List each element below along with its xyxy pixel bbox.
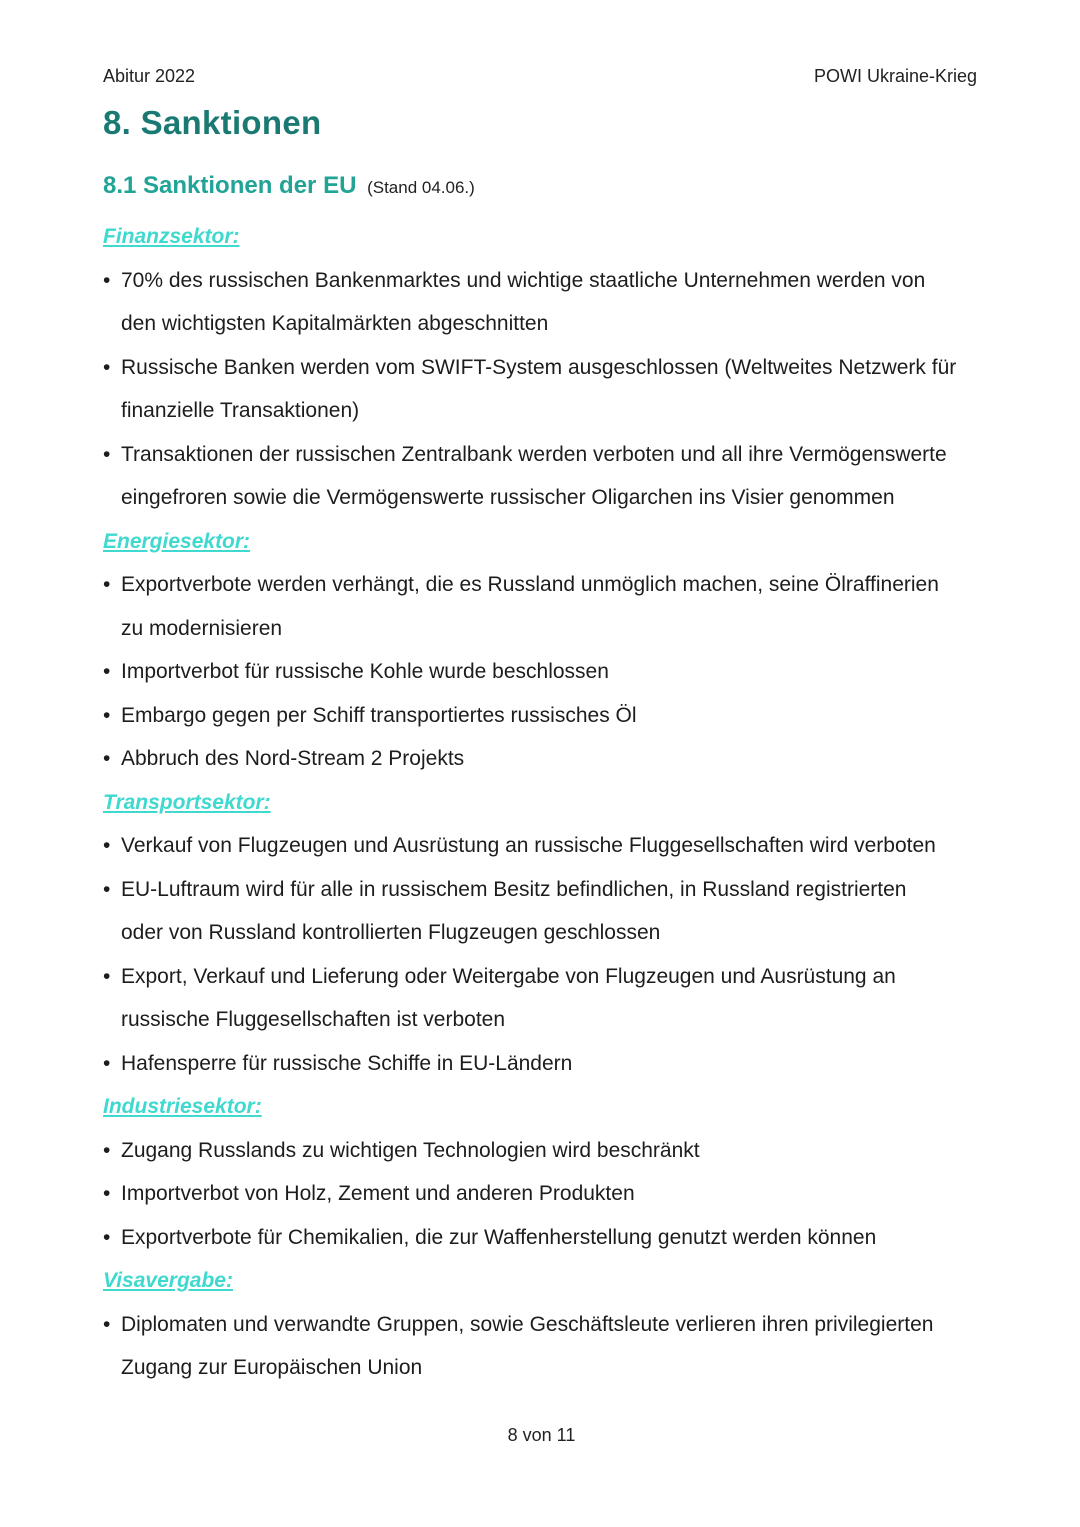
- bullet-item: [103, 959, 980, 1003]
- sanctions-content: [103, 219, 980, 1394]
- page-title: 8. Sanktionen: [103, 104, 322, 141]
- bullet-icon: •: [103, 268, 111, 292]
- bullet-item: [103, 1176, 980, 1220]
- bullet-icon: •: [103, 1312, 111, 1336]
- bullet-text: Embargo gegen per Schiff transportiertes russisches Öl: [121, 703, 637, 727]
- bullet-icon: •: [103, 573, 111, 596]
- sector-heading: [103, 1263, 980, 1307]
- bullet-item-continuation: [103, 611, 980, 655]
- bullet-item-continuation: [103, 1350, 980, 1394]
- bullet-text: zu modernisieren: [121, 616, 283, 640]
- bullet-icon: •: [103, 355, 111, 379]
- sector-heading-text: Finanzsektor:: [103, 225, 240, 248]
- sector-heading-text: Energiesektor:: [103, 529, 251, 553]
- document-page: [103, 0, 980, 1527]
- bullet-icon: •: [103, 834, 111, 857]
- bullet-item-continuation: [103, 306, 980, 350]
- subtitle-text: 8.1 Sanktionen der EU: [103, 172, 357, 199]
- bullet-icon: •: [103, 1138, 111, 1162]
- bullet-text: Exportverbote werden verhängt, die es Russland unmöglich machen, seine Ölraffinerien: [121, 573, 939, 596]
- bullet-item-continuation: [103, 480, 980, 524]
- bullet-text: Importverbot von Holz, Zement und anderen Produkten: [121, 1182, 635, 1205]
- bullet-icon: •: [103, 964, 111, 988]
- section-subtitle: [103, 172, 475, 200]
- bullet-text: Zugang Russlands zu wichtigen Technologien wird beschränkt: [121, 1138, 700, 1162]
- bullet-text: Zugang zur Europäischen Union: [121, 1356, 423, 1379]
- bullet-text: Diplomaten und verwandte Gruppen, sowie Geschäftsleute verlieren ihren privilegierten: [121, 1312, 934, 1336]
- sector-heading-text: Industriesektor:: [103, 1095, 262, 1118]
- bullet-item: [103, 437, 980, 481]
- sector-heading-text: Visavergabe:: [103, 1269, 233, 1292]
- bullet-text: Transaktionen der russischen Zentralbank werden verboten und all ihre Vermögenswerte: [121, 442, 947, 466]
- bullet-icon: •: [103, 1225, 111, 1249]
- bullet-text: finanzielle Transaktionen): [121, 399, 360, 422]
- bullet-icon: •: [103, 703, 111, 727]
- header-right: POWI Ukraine-Krieg: [813, 66, 977, 86]
- bullet-item: [103, 263, 980, 307]
- bullet-icon: •: [103, 1051, 111, 1075]
- sector-heading: [103, 1089, 980, 1133]
- bullet-item: [103, 741, 980, 785]
- bullet-text: Abbruch des Nord-Stream 2 Projekts: [121, 747, 465, 770]
- bullet-text: Russische Banken werden vom SWIFT-System ausgeschlossen (Weltweites Netzwerk für: [121, 355, 957, 379]
- bullet-item-continuation: [103, 915, 980, 959]
- bullet-icon: •: [103, 747, 111, 770]
- header-left: Abitur 2022: [103, 66, 196, 86]
- bullet-item-continuation: [103, 1002, 980, 1046]
- bullet-text: eingefroren sowie die Vermögenswerte russischer Oligarchen ins Visier genommen: [121, 486, 895, 509]
- bullet-icon: •: [103, 442, 111, 466]
- bullet-text: Importverbot für russische Kohle wurde beschlossen: [121, 660, 609, 683]
- bullet-text: Exportverbote für Chemikalien, die zur Waffenherstellung genutzt werden können: [121, 1225, 877, 1249]
- bullet-item: [103, 828, 980, 872]
- sector-heading: [103, 219, 980, 263]
- bullet-item: [103, 698, 980, 742]
- sector-heading: [103, 785, 980, 829]
- sector-heading-text: Transportsektor:: [103, 790, 271, 814]
- bullet-item: [103, 567, 980, 611]
- subtitle-note: (Stand 04.06.): [367, 178, 475, 197]
- bullet-text: den wichtigsten Kapitalmärkten abgeschnitten: [121, 312, 549, 335]
- bullet-item: [103, 350, 980, 394]
- bullet-icon: •: [103, 660, 111, 683]
- bullet-text: EU-Luftraum wird für alle in russischem Besitz befindlichen, in Russland registrierten: [121, 877, 907, 901]
- bullet-icon: •: [103, 877, 111, 901]
- bullet-text: 70% des russischen Bankenmarktes und wichtige staatliche Unternehmen werden von: [121, 268, 926, 292]
- bullet-text: Verkauf von Flugzeugen und Ausrüstung an russische Fluggesellschaften wird verboten: [121, 834, 936, 857]
- bullet-item: [103, 872, 980, 916]
- bullet-text: oder von Russland kontrollierten Flugzeugen geschlossen: [121, 921, 661, 944]
- bullet-item-continuation: [103, 393, 980, 437]
- bullet-item: [103, 1133, 980, 1177]
- bullet-icon: •: [103, 1182, 111, 1205]
- bullet-item: [103, 1046, 980, 1090]
- bullet-text: Export, Verkauf und Lieferung oder Weitergabe von Flugzeugen und Ausrüstung an: [121, 964, 896, 988]
- bullet-item: [103, 1307, 980, 1351]
- bullet-text: Hafensperre für russische Schiffe in EU-Ländern: [121, 1051, 573, 1075]
- bullet-text: russische Fluggesellschaften ist verboten: [121, 1008, 506, 1031]
- bullet-item: [103, 654, 980, 698]
- sector-heading: [103, 524, 980, 568]
- bullet-item: [103, 1220, 980, 1264]
- page-number: 8 von 11: [507, 1425, 576, 1445]
